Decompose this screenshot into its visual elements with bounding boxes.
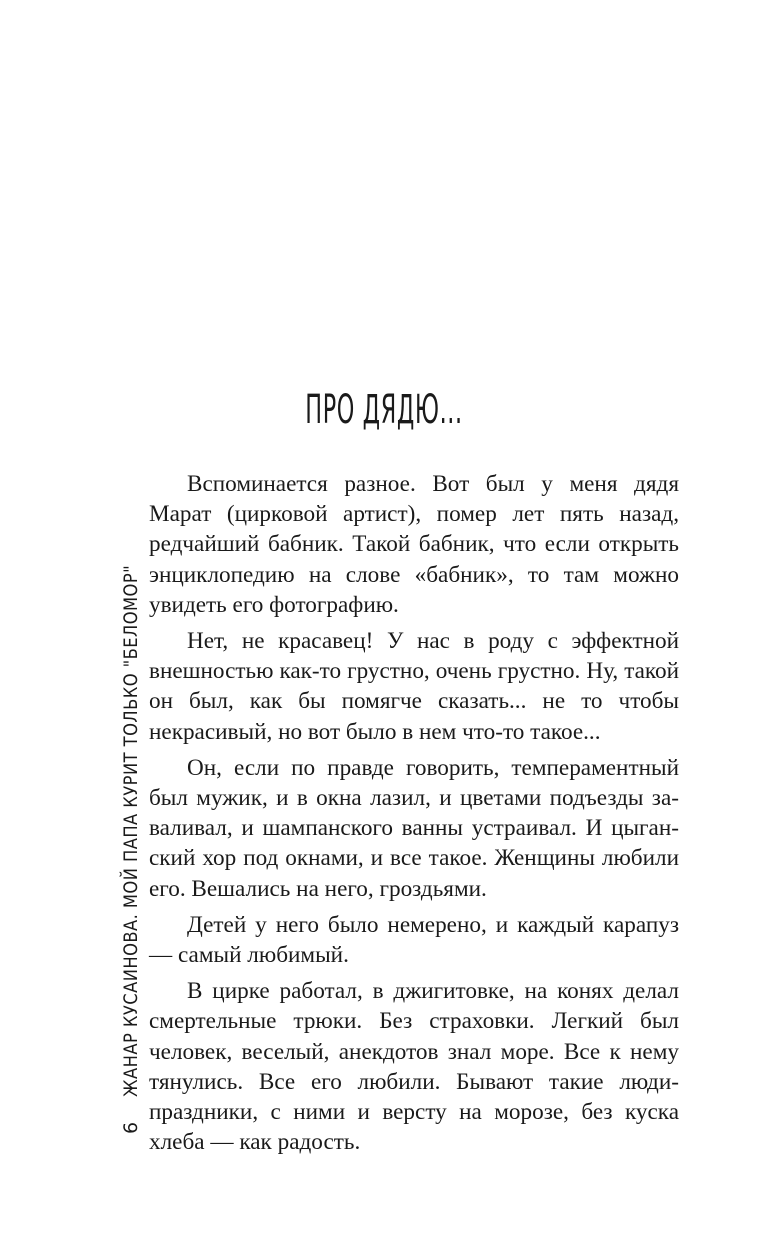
paragraph: Вспоминается разное. Вот был у меня дядя Марат (цирковой артист), помер лет пять назад, редчайший бабник. Такой бабник, что если открыть энциклопедию на слове «бабник», то там можно увидеть его фотографию.	[149, 471, 679, 618]
paragraph: Нет, не красавец! У нас в роду с эффектной внешностью как-то грустно, очень грустно. Ну, такой он был, как бы помягче сказать... не то чтобы некрасивый, но вот было в нем что-то такое...	[149, 628, 679, 745]
page-number: 6	[120, 1121, 142, 1134]
paragraph: Детей у него было немерено, и каждый карапуз — самый любимый.	[149, 911, 679, 969]
paragraph: Он, если по правде говорить, темпераментный был мужик, и в окна лазил, и цветами подъезды заваливал, и шампанского ванны устраивал. И цыганский хор под окнами, и все такое. Женщины любили его. Вешались на него, гроздьями.	[149, 754, 679, 902]
running-title: ЖАНАР КУСАИНОВА. МОЙ ПАПА КУРИТ ТОЛЬКО "БЕЛОМОР"	[120, 565, 142, 1098]
paragraph: В цирке работал, в джигитовке, на конях делал смертельные трюки. Без страховки. Легкий был человек, веселый, анекдотов знал море. Все к нему тянулись. Все его любили. Бывают такие люди-праздники, с ними и версту на морозе, без куска хлеба — как радость.	[149, 978, 679, 1156]
running-head	[120, 479, 142, 1134]
chapter-body	[149, 469, 679, 1163]
chapter-title: ПРО ДЯДЮ...	[305, 387, 463, 433]
